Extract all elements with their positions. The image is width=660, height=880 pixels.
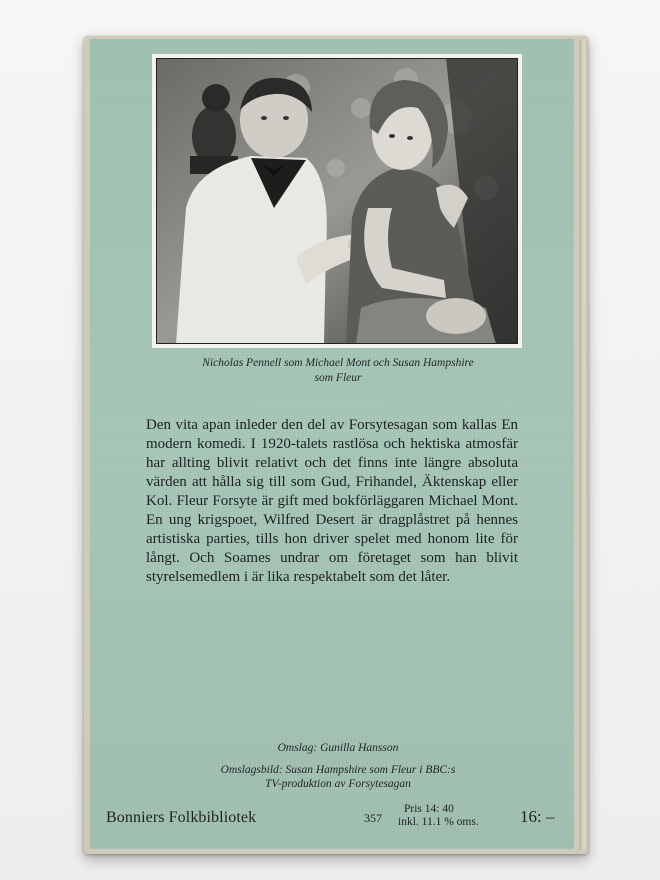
price-total: 16: – bbox=[520, 807, 555, 826]
series-number: 357 bbox=[364, 811, 382, 825]
cover-panel bbox=[90, 39, 574, 849]
footer bbox=[106, 801, 566, 835]
cover-credit: Omslag: Gunilla Hansson bbox=[277, 742, 399, 754]
photo-credit-line-1: Omslagsbild: Susan Hampshire som Fleur i BBC:s bbox=[220, 764, 456, 776]
photo-credit-line-2: TV-produktion av Forsytesagan bbox=[265, 778, 411, 790]
cover-photo bbox=[152, 54, 522, 348]
book-back-cover bbox=[84, 36, 588, 854]
caption-line-2: som Fleur bbox=[314, 372, 362, 384]
caption-line-1: Nicholas Pennell som Michael Mont och Susan Hampshire bbox=[202, 357, 474, 369]
publisher-name: Bonniers Folkbibliotek bbox=[106, 809, 257, 826]
photo-credit bbox=[160, 763, 516, 791]
price-line-2: inkl. 11.1 % oms. bbox=[398, 816, 479, 828]
price-line-1: Pris 14: 40 bbox=[404, 803, 454, 815]
book-blurb: Den vita apan inleder den del av Forsytesagan som kallas En modern komedi. I 1920-talets rastlösa och hektiska atmosfär har allting blivit relativt och det finns inte längre absoluta värden att hålla sig till som Gud, Frihandel, Äktenskap eller Kol. Fleur Forsyte är gift med bokförläggaren Michael Mont. En ung krigspoet, Wilfred Desert är dragplåstret på hennes artistiska parties, tills hon driver spelet med honom lite för långt. Och Soames undrar om företaget som han blivit styrelsemedlem i är lika respektabelt som det låter. bbox=[146, 417, 518, 585]
page-edge bbox=[579, 40, 588, 850]
photo-caption bbox=[160, 356, 516, 386]
price-info bbox=[398, 803, 479, 829]
photo-illustration bbox=[156, 58, 518, 344]
